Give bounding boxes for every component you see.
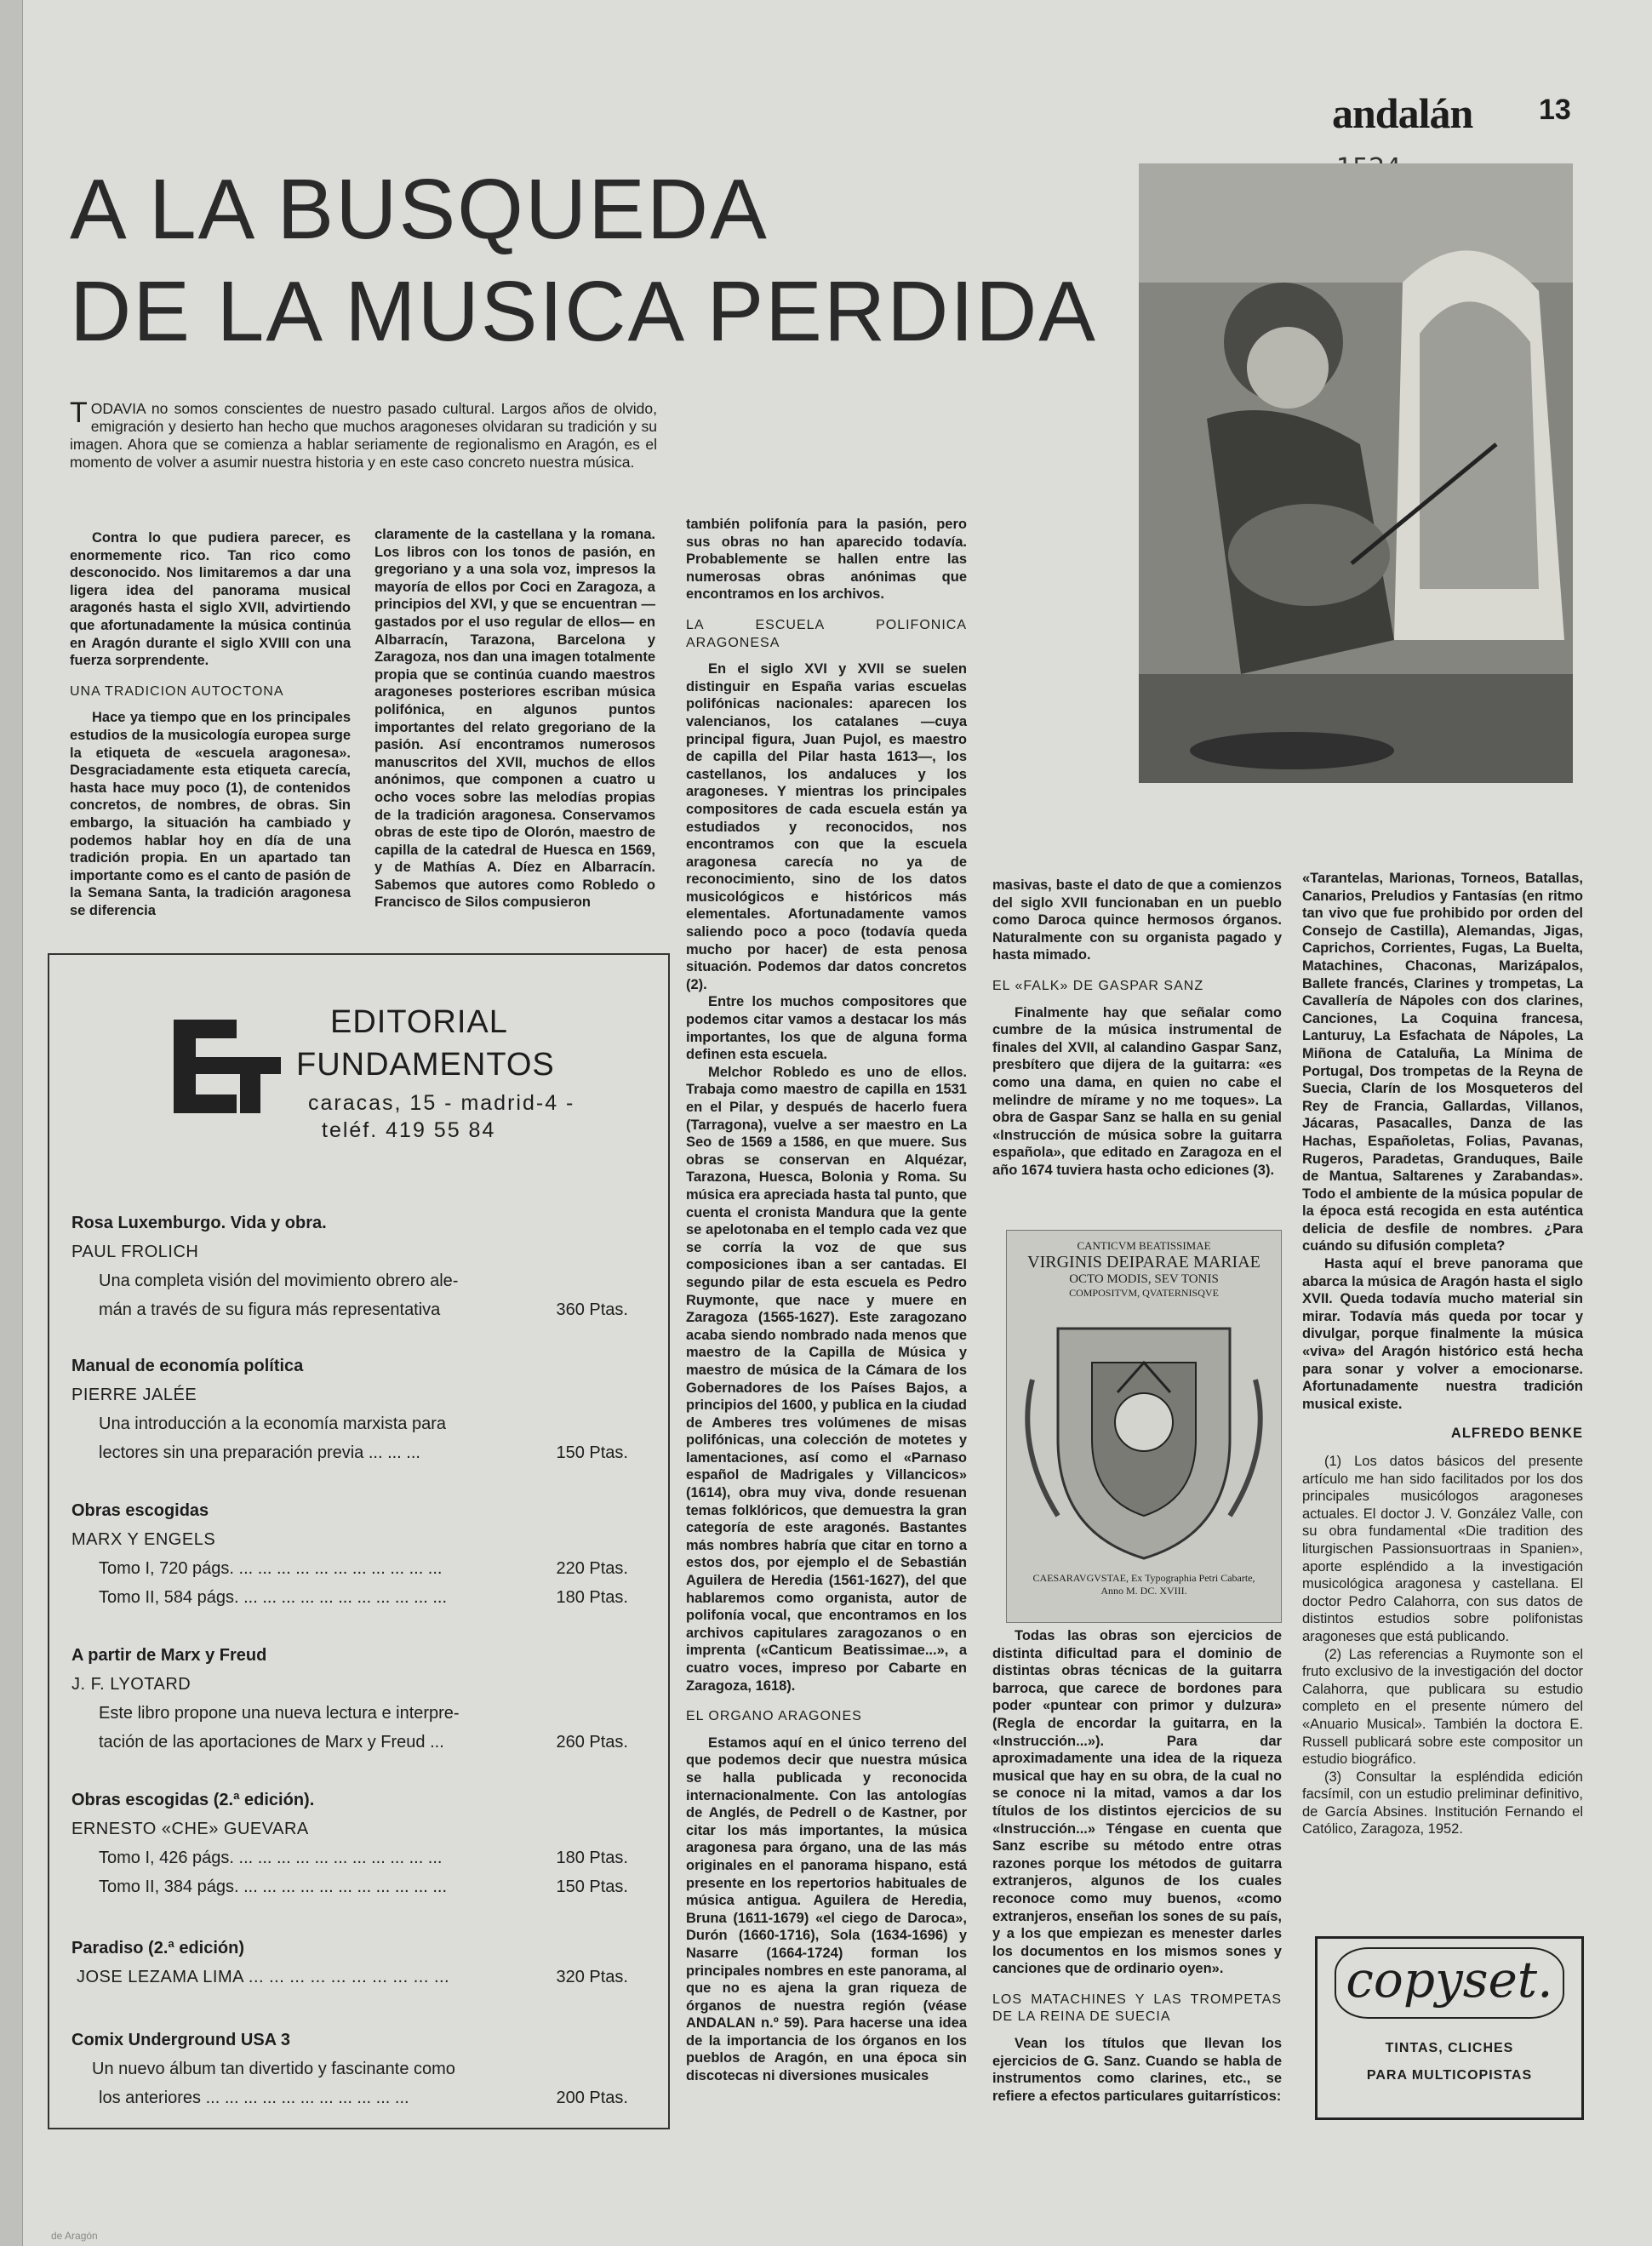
book-author: PAUL FROLICH — [71, 1243, 199, 1261]
paragraph: también polifonía para la pasión, pero sus obras no han aparecido todavía. Probablemente se hallen entre las numerosas obras anónimas que encontramos en los archivos. — [686, 517, 967, 603]
book-volume: Tomo II, 384 págs. ... ... ... ... ... ... ... ... ... ... ... — [99, 1877, 448, 1896]
book-description: lectores sin una preparación previa ... ... ... — [99, 1443, 420, 1462]
score-footer-2: Anno M. DC. XVIII. — [1100, 1585, 1187, 1597]
paragraph: masivas, baste el dato de que a comienzos del siglo XVII funcionaban en un pueblo como Daroca quince hermosos órganos. Naturalmente con su organista pagado y hasta mimado. — [992, 877, 1282, 963]
book-author: ERNESTO «CHE» GUEVARA — [71, 1820, 309, 1838]
book-description: Un nuevo álbum tan divertido y fascinante como — [92, 2060, 455, 2078]
book-title: Obras escogidas (2.ª edición). — [71, 1791, 315, 1809]
headline — [70, 158, 1097, 363]
article-column-2 — [374, 526, 655, 912]
book-listing — [66, 1786, 654, 1901]
book-title: Manual de economía política — [71, 1357, 304, 1375]
copyset-line-2: PARA MULTICOPISTAS — [1366, 2068, 1533, 2083]
book-description: los anteriores ... ... ... ... ... ... ... ... ... ... ... — [99, 2089, 409, 2107]
paragraph: En el siglo XVI y XVII se suelen distinguir en España varias escuelas polifónicas nacionales: aparecen los valencianos, los catalanes —cuya principal figura, Juan Pujol, es maestro de capilla del Pilar hasta 1613—, los castellanos, los andaluces y los aragoneses. Y mientras los principales compositores de cada escuela están ya estudiados y reconocidos, nos encontramos con que la escuela aragonesa carecía no ya de reconocimiento, sino de los datos musicológicos e históricos más elementales. Afortunadamente vamos saliendo poco a poco (todavía queda mucho por hacer) de esta penosa situación. Podemos dar datos concretos (2). — [686, 661, 967, 992]
footnote-3: (3) Consultar la espléndida edición facsímil, con un estudio preliminar definitivo, de García Absines. Institución Fernando el Católico, Zaragoza, 1952. — [1302, 1769, 1583, 1837]
article-column-4-top — [992, 877, 1282, 1180]
book-price: 260 Ptas. — [556, 1733, 628, 1752]
section-heading: LOS MATACHINES Y LAS TROMPETAS DE LA REINA DE SUECIA — [992, 1992, 1282, 2025]
book-volume: Tomo I, 720 págs. ... ... ... ... ... ... ... ... ... ... ... — [99, 1559, 443, 1578]
publisher-address: caracas, 15 - madrid-4 - — [308, 1091, 575, 1115]
editorial-fundamentos-logo-icon — [167, 1016, 286, 1117]
article-column-5 — [1302, 870, 1583, 1838]
score-footer-1: CAESARAVGVSTAE, Ex Typographia Petri Cabarte, — [1032, 1572, 1255, 1584]
copyset-line-1: TINTAS, CLICHES — [1385, 2041, 1514, 2055]
musicians-engraving-icon — [1139, 163, 1573, 783]
paragraph: Melchor Robledo es uno de ellos. Trabaja como maestro de capilla en 1531 en el Pilar, y después de hacerlo fuera (Tarragona), vuelve a ser maestro en La Seo de 1569 a 1586, en que muere. Sus obras se conservan en Alquézar, Tarazona, Huesca, Bolonia y Roma. Su música era apreciada hasta tal punto, que cuenta el cronista Mandura que la gente se apelotonaba en el templo cada vez que se corría la voz de que sus composiciones iban a ser cantadas. El segundo pilar de esta escuela es Pedro Ruymonte, que nace y muere en Zaragoza (1565-1627). Este zaragozano acaba siendo nombrado nada menos que maestro de la Capilla de Música y maestro de música de la Cámara de los Gobernadores de los Países Bajos, a principios del 1600, y publica en la ciudad de Amberes tres volúmenes de misas polifónicas, una colección de motetes y lamentaciones, así como el «Parnaso español de Madrigales y Villancicos» (1614), obra muy viva, donde resuenan temas folklóricos, que demuestra la gran categoría de este aragonés. Bastantes más nombres habría que citar en torno a estos dos, por ejemplo el de Sebastián Aguilera de Heredia (1561-1627), del que hablaremos como organista, autor de polifonía vocal, que encontramos en los archivos capitulares zaragozanos o en imprenta («Canticum Beatissimae...», a cuatro voces, impreso por Cabarte en Zaragoza, 1618). — [686, 1064, 967, 1694]
masthead: andalán — [1332, 89, 1473, 137]
book-listing — [66, 1496, 654, 1612]
book-author: JOSE LEZAMA LIMA ... ... ... ... ... ... ... ... ... ... — [77, 1968, 450, 1986]
book-title: Obras escogidas — [71, 1501, 209, 1520]
paragraph: Entre los muchos compositores que podemos citar vamos a destacar los más importantes, los que de alguna forma definen esta escuela. — [686, 994, 967, 1063]
book-listing — [66, 1641, 654, 1757]
section-heading: EL ORGANO ARAGONES — [686, 1709, 862, 1724]
book-price: 180 Ptas. — [556, 1588, 628, 1607]
book-description: tación de las aportaciones de Marx y Freud ... — [99, 1733, 444, 1752]
coat-of-arms-icon — [1007, 1312, 1281, 1567]
book-volume: Tomo II, 584 págs. ... ... ... ... ... ... ... ... ... ... ... — [99, 1588, 448, 1607]
author-signature: ALFREDO BENKE — [1450, 1426, 1583, 1442]
article-column-4-bottom — [992, 1627, 1282, 2105]
score-title-2: VIRGINIS DEIPARAE MARIAE — [1027, 1253, 1260, 1272]
article-column-1 — [70, 529, 351, 919]
book-volume: Tomo I, 426 págs. ... ... ... ... ... ... ... ... ... ... ... — [99, 1849, 443, 1867]
publisher-name-line-2: FUNDAMENTOS — [296, 1047, 555, 1083]
section-heading: EL «FALK» DE GASPAR SANZ — [992, 978, 1204, 993]
book-description: Una completa visión del movimiento obrero ale- — [99, 1272, 459, 1290]
book-listing — [66, 2026, 654, 2112]
article-column-3 — [686, 516, 967, 2085]
book-description: mán a través de su figura más representativa — [99, 1300, 441, 1319]
page-binding-edge — [0, 0, 23, 2246]
score-title-4: COMPOSITVM, QVATERNISQVE — [1069, 1287, 1219, 1299]
book-price: 360 Ptas. — [556, 1300, 628, 1319]
page-number: 13 — [1539, 94, 1571, 126]
paragraph: Finalmente hay que señalar como cumbre de la música instrumental de finales del XVII, al calandino Gaspar Sanz, presbítero que dijera de la guitarra: «es como una dama, en quien no cabe el melindre de mírame y no me toques». La obra de Gaspar Sanz se halla en su genial «Instrucción de música sobre la guitarra española», que editado en Zaragoza en el año 1674 tuviera hasta ocho ediciones (3). — [992, 1004, 1282, 1178]
book-title: A partir de Marx y Freud — [71, 1646, 267, 1665]
headline-line-1: A LA BUSQUEDA — [70, 162, 769, 257]
book-listing — [66, 1209, 654, 1324]
paragraph: Hasta aquí el breve panorama que abarca la música de Aragón hasta el siglo XVII. Queda todavía mucho material sin mirar. Todavía más queda por tocar y divulgar, porque finalmente la música «viva» del Aragón histórico está hecha para sonar y volver a emocionarse. Afortunadamente nuestra tradición musical existe. — [1302, 1256, 1583, 1412]
paragraph: «Tarantelas, Marionas, Torneos, Batallas, Canarios, Preludios y Fantasías (en ritmo tan vivo que fue prohibido por orden del Consejo de Castilla), Alemandas, Jigas, Caprichos, Corrientes, Fugas, La Buelta, Matachines, Chaconas, Marizápalos, Ballete francés, Clarines y trompetas, La Cavallería de Nápoles con dos clarines, Canciones, La Coquina francesa, Lanturuy, La Esfachata de Nápoles, La Miñona de Cataluña, La Mínima de Portugal, Dos trompetas de la Reyna de Suecia, Clarín de los Mosqueteros del Rey de Francia, Gallardas, Villanos, Jácaras, Pasacalles, Danza de las Hachas, Españoletas, Folias, Pavanas, Rugeros, Paradetas, Granduques, Baile de Mantua, Saltarenes y Zarabandas». Todo el ambiente de la música popular de la época está recogida en esta auténtica delicia de desfile de nombres. ¿Para cuándo su difusión completa? — [1302, 871, 1583, 1254]
book-price: 220 Ptas. — [556, 1559, 628, 1578]
intro-text: ODAVIA no somos conscientes de nuestro pasado cultural. Largos años de olvido, emigración y desierto han hecho que muchos aragoneses olvidaran su tradición y su imagen. Ahora que se comienza a hablar seriamente de regionalismo en Aragón, es el momento de volver a asumir nuestra historia y en este caso concreto nuestra música. — [70, 400, 657, 471]
engraving-illustration — [1139, 163, 1573, 783]
book-listing — [66, 1352, 654, 1467]
book-price: 320 Ptas. — [556, 1968, 628, 1986]
copyset-logo: copyset. — [1335, 1947, 1564, 2019]
publisher-name-line-1: EDITORIAL — [330, 1004, 508, 1040]
score-title-1: CANTICVM BEATISSIMAE — [1077, 1239, 1211, 1252]
publisher-phone: teléf. 419 55 84 — [322, 1118, 496, 1142]
intro-paragraph — [70, 397, 657, 471]
score-facsimile — [1006, 1230, 1282, 1623]
book-price: 150 Ptas. — [556, 1443, 628, 1462]
section-heading: LA ESCUELA POLIFONICA ARAGONESA — [686, 617, 967, 650]
book-price: 200 Ptas. — [556, 2089, 628, 2107]
book-title: Comix Underground USA 3 — [71, 2031, 291, 2049]
book-author: J. F. LYOTARD — [71, 1675, 191, 1694]
footnote-2: (2) Las referencias a Ruymonte son el fruto exclusivo de la investigación del doctor Calahorra, que publicara su estudio completo en el presente número del «Anuario Musical». También la doctora E. Russell publicará sobre este compositor un estudio biográfico. — [1302, 1646, 1583, 1768]
section-heading: UNA TRADICION AUTOCTONA — [70, 683, 284, 699]
book-title: Rosa Luxemburgo. Vida y obra. — [71, 1214, 327, 1232]
paragraph: Vean los títulos que llevan los ejercicios de G. Sanz. Cuando se habla de instrumentos como clarines, etc., se refiere a efectos particulares guitarrísticos: — [992, 2036, 1282, 2104]
book-author: PIERRE JALÉE — [71, 1386, 197, 1404]
paragraph: claramente de la castellana y la romana. Los libros con los tonos de pasión, en gregoriano y a una sola voz, impresos la mayoría de ellos por Coci en Zaragoza, a principios del XVI, y que se encuentran —gastados por el uso regular de ellos— en Albarracín, Tarazona, Barcelona y Zaragoza, nos dan una imagen totalmente propia que se continúa cuando maestros aragoneses posteriores escriban música polifónica, en algunos puntos importantes del relato gregoriano de la pasión. Así encontramos numerosos manuscritos del XVII, muchos de ellos anónimos, que componen a cuatro u ocho voces sobre las melodías propias de la tradición aragonesa. Conservamos obras de este tipo de Olorón, maestro de capilla de la catedral de Huesca en 1569, y de Mathías A. Díez en Albarracín. Sabemos que autores como Robledo o Francisco de Silos compusieron — [374, 527, 655, 911]
paragraph: Estamos aquí en el único terreno del que podemos decir que nuestra música se halla publicada y reconocida internacionalmente. Con las antologías de Anglés, de Pedrell o de Kastner, por citar los más importantes, la música aragonesa para órgano, una de las más originales en el panorama hispano, está presente en los repertorios habituales de música antigua. Aguilera de Heredia, Bruna (1611-1679) «el ciego de Daroca», Durón (1660-1716), Sola (1634-1696) y Nasarre (1664-1724) forman los principales nombres en este panorama, al que no es ajena la gran riqueza de órganos de nuestra región (véase ANDALAN n.º 59). Para hacerse una idea de la importancia de los órganos en los pueblos de Aragón, en una época sin discotecas ni diversiones musicales — [686, 1735, 967, 2084]
footnote-1: (1) Los datos básicos del presente artículo me han sido facilitados por los dos principales musicólogos aragoneses actuales. El doctor J. V. González Valle, con su obra fundamental «Die tradition des liturgischen Passionsuortraas in Spanien», aporte espléndido a la investigación musicológica aragonesa y castellana. El doctor Pedro Calahorra, con sus datos de distintos estudios sobre polifonistas aragoneses que está publicando. — [1302, 1454, 1583, 1644]
paragraph: Hace ya tiempo que en los principales estudios de la musicología europea surge la etiqueta de «escuela aragonesa». Desgraciadamente esta etiqueta carecía, hasta hace muy poco (1), de contenidos concretos, de nombres, de obras. Sin embargo, la situación ha cambiado y podemos hablar hoy en día de una tradición propia. En un apartado tan importante como es el canto de pasión de la Semana Santa, la tradición aragonesa se diferencia — [70, 710, 351, 918]
book-description: Una introducción a la economía marxista para — [99, 1414, 446, 1433]
book-price: 150 Ptas. — [556, 1877, 628, 1896]
book-price: 180 Ptas. — [556, 1849, 628, 1867]
book-author: MARX Y ENGELS — [71, 1530, 216, 1549]
drop-cap: T — [70, 397, 88, 429]
headline-line-2: DE LA MUSICA PERDIDA — [70, 264, 1097, 359]
editorial-fundamentos-advertisement — [48, 953, 670, 2129]
paragraph: Contra lo que pudiera parecer, es enormemente rico. Tan rico como desconocido. Nos limitaremos a dar una ligera idea del panorama musical aragonés hasta el siglo XVII, advirtiendo que afortunadamente la música continúa en Aragón durante el siglo XVIII con una fuerza sorprendente. — [70, 530, 351, 669]
book-description: Este libro propone una nueva lectura e interpre- — [99, 1704, 460, 1723]
book-title: Paradiso (2.ª edición) — [71, 1939, 245, 1957]
score-title-3: OCTO MODIS, SEV TONIS — [1069, 1272, 1219, 1286]
paragraph: Todas las obras son ejercicios de distinta dificultad para el dominio de distintas obras técnicas de la guitarra barroca, que carece de bordones para poder «puntear con primor y dulzura» (Regla de encordar la guitarra, en la «Instrucción...»). Para dar aproximadamente una idea de la riqueza musical que hay en su obra, de la cual no se conoce ni la mitad, vamos a dar los títulos de los distintos ejercicios de su «Instrucción...» Téngase en cuenta que Sanz escribe su método entre otras razones porque los métodos de guitarra extranjeros, algunos de los cuales reconoce como muy buenos, «como extranjeros, enseñan los sones de su país, y a los que empiezan es menester darles los documentos en los mismos sones y canciones que de ordinario oyen». — [992, 1628, 1282, 1977]
archive-credit: de Aragón — [51, 2230, 98, 2242]
book-listing — [66, 1934, 654, 1992]
copyset-advertisement — [1315, 1936, 1584, 2120]
